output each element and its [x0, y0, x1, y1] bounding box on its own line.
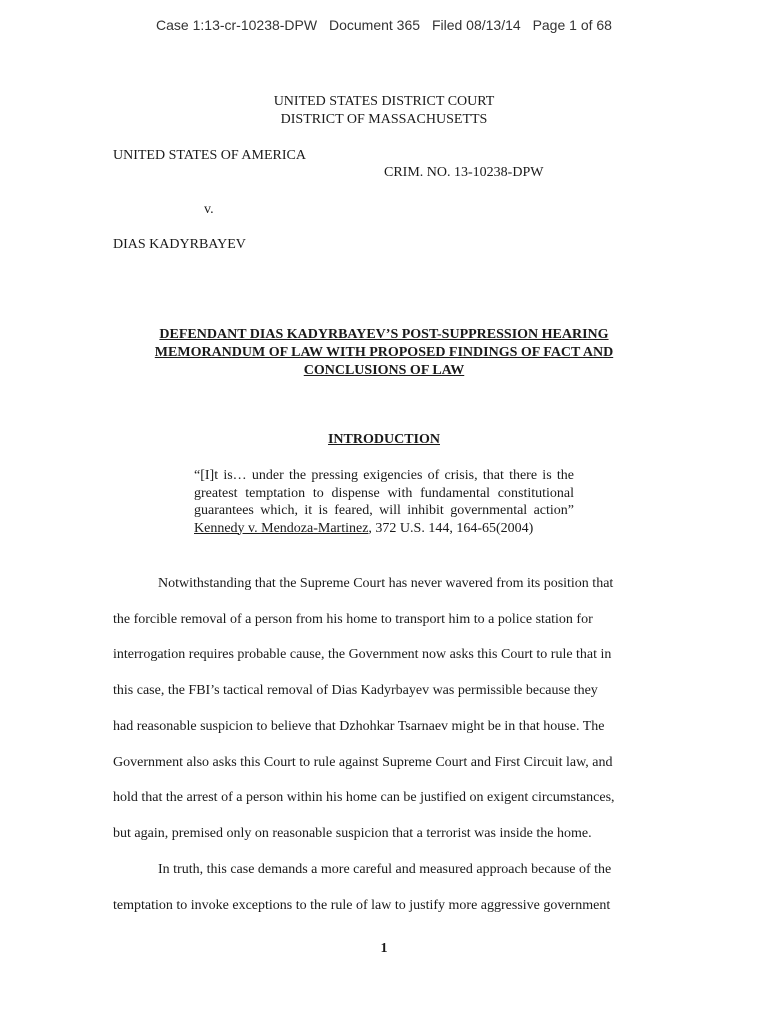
paragraph-1	[113, 566, 651, 852]
body-line: Government also asks this Court to rule against Supreme Court and First Circuit law, and	[113, 754, 613, 770]
body-line: Notwithstanding that the Supreme Court has never wavered from its position that	[158, 576, 614, 591]
body-line: In truth, this case demands a more careful and measured approach because of the	[158, 862, 612, 877]
title-line-1: DEFENDANT DIAS KADYRBAYEV’S POST-SUPPRESSION HEARING	[159, 327, 609, 342]
body-line: interrogation requires probable cause, the Government now asks this Court to rule that in	[113, 647, 612, 663]
quote-text: “[I]t is… under the pressing exigencies of crisis, that there is the greatest temptation to dispense with fundamental constitutional guarantees which, it is feared, will inhibit governmental action”	[194, 468, 574, 518]
introduction-heading: INTRODUCTION	[327, 432, 440, 447]
title-line-2: MEMORANDUM OF LAW WITH PROPOSED FINDINGS OF FACT AND	[154, 345, 614, 360]
court-name: UNITED STATES DISTRICT COURT	[273, 94, 495, 109]
body-line: this case, the FBI’s tactical removal of Dias Kadyrbayev was permissible because they	[113, 683, 598, 699]
criminal-number: CRIM. NO. 13-10238-DPW	[384, 165, 544, 180]
case-number: Case 1:13-cr-10238-DPW	[156, 17, 318, 33]
block-quote	[194, 467, 574, 537]
title-line-3: CONCLUSIONS OF LAW	[303, 363, 465, 378]
filing-header	[0, 17, 768, 33]
court-heading	[0, 93, 768, 129]
body-line: hold that the arrest of a person within his home can be justified on exigent circumstances,	[113, 790, 615, 806]
body-line: but again, premised only on reasonable suspicion that a terrorist was inside the home.	[113, 825, 592, 841]
document-title	[0, 326, 768, 380]
page-indicator: Page 1 of 68	[532, 17, 612, 33]
court-district: DISTRICT OF MASSACHUSETTS	[280, 112, 488, 127]
quote-citation: , 372 U.S. 144, 164-65(2004)	[368, 520, 534, 536]
filed-date: Filed 08/13/14	[431, 17, 521, 33]
body-line: the forcible removal of a person from his home to transport him to a police station for	[113, 611, 593, 627]
paragraph-2	[113, 852, 651, 923]
quote-case-name: Kennedy v. Mendoza-Martinez	[194, 520, 369, 536]
document-number: Document 365	[328, 17, 421, 33]
plaintiff-name: UNITED STATES OF AMERICA	[113, 148, 306, 163]
body-line: temptation to invoke exceptions to the rule of law to justify more aggressive government	[113, 897, 611, 913]
page-number: 1	[380, 941, 388, 956]
defendant-name: DIAS KADYRBAYEV	[113, 237, 246, 252]
versus: v.	[204, 202, 214, 217]
body-line: had reasonable suspicion to believe that Dzhohkar Tsarnaev might be in that house. The	[113, 718, 605, 734]
